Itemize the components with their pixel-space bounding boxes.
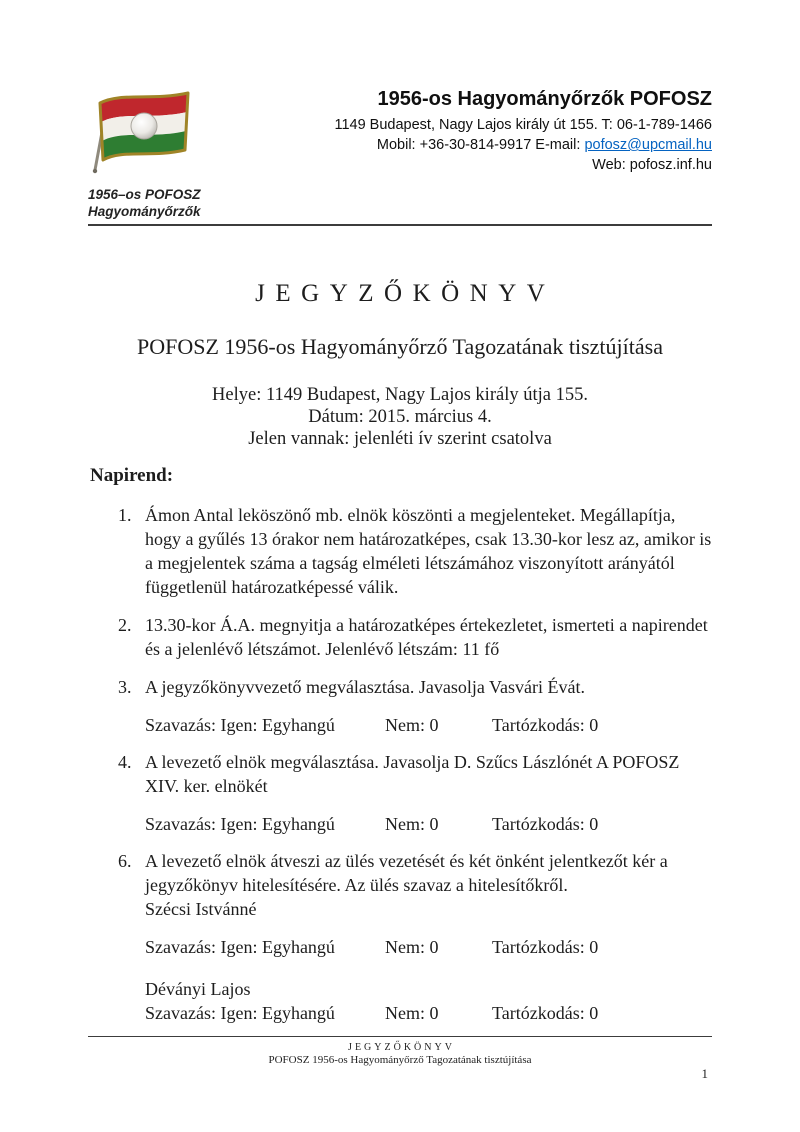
agenda-item-1: [88, 503, 712, 599]
vote-no: Nem: 0: [385, 1003, 439, 1023]
document-body: [0, 280, 800, 1025]
vote-yes: Szavazás: Igen: Egyhangú: [145, 715, 335, 735]
item-text: A jegyzőkönyvvezető megválasztása. Javasolja Vasvári Évát.: [145, 677, 586, 697]
agenda-item-4: [88, 750, 712, 798]
letterhead: [0, 0, 800, 220]
org-address-line: 1149 Budapest, Nagy Lajos király út 155. T: 06-1-789-1466: [334, 117, 712, 133]
vote-abstain: Tartózkodás: 0: [492, 1003, 599, 1023]
vote-no: Nem: 0: [385, 937, 439, 957]
org-name: 1956-os Hagyományőrzők POFOSZ: [377, 88, 712, 110]
meta-attendance: Jelen vannak: jelenléti ív szerint csatolva: [248, 429, 552, 449]
mobile-email-prefix: Mobil: +36-30-814-9917 E-mail:: [376, 137, 585, 153]
agenda-item-6: [88, 849, 712, 921]
item-text: 13.30-kor Á.A. megnyitja a határozatképes értekezletet, ismerteti a napirendet és a jelenlévő létszámot. Jelenlévő létszám: 11 fő: [145, 615, 708, 659]
footer-title: JEGYZŐKÖNYV: [348, 1042, 455, 1053]
item-number: 1.: [118, 505, 132, 525]
vote-line-item-3: [88, 713, 712, 737]
item-text: Ámon Antal leköszönő mb. elnök köszönti a megjelenteket. Megállapítja, hogy a gyűlés 13 órakor nem határozatképes, csak 13.30-kor lesz az, amikor is a megjelentek száma a tagság elméleti létszámához viszonyított arányától függetlenül határozatképessé válik.: [145, 505, 712, 597]
footer-divider: [88, 1036, 712, 1037]
item-number: 2.: [118, 615, 132, 635]
item-number: 4.: [118, 752, 132, 772]
vote-abstain: Tartózkodás: 0: [492, 937, 599, 957]
logo-caption-line1: 1956–os POFOSZ: [88, 187, 201, 202]
document-title: JEGYZŐKÖNYV: [255, 280, 556, 307]
vote-line-item-6a: [88, 935, 712, 959]
verifier-name-1: Szécsi Istvánné: [145, 899, 257, 919]
vote-abstain: Tartózkodás: 0: [492, 715, 599, 735]
vote-line-item-6b: [88, 1001, 712, 1025]
agenda-heading: Napirend:: [90, 465, 174, 486]
agenda-item-2: [88, 613, 712, 661]
hungarian-flag-pin-icon: [88, 86, 200, 178]
vote-line-item-4: [88, 812, 712, 836]
page-number: 1: [701, 1066, 708, 1081]
meta-date: Dátum: 2015. március 4.: [308, 407, 492, 427]
org-web-line: Web: pofosz.inf.hu: [592, 157, 712, 173]
item-number: 3.: [118, 677, 132, 697]
vote-no: Nem: 0: [385, 814, 439, 834]
meeting-meta: [0, 384, 800, 450]
item-text: A levezető elnök megválasztása. Javasolja D. Szűcs Lászlónét A POFOSZ XIV. ker. elnökét: [145, 752, 680, 796]
meta-location: Helye: 1149 Budapest, Nagy Lajos király útja 155.: [212, 385, 588, 405]
logo-caption: [88, 186, 248, 220]
header-divider: [88, 224, 712, 226]
vote-no: Nem: 0: [385, 715, 439, 735]
logo-caption-line2: Hagyományőrzők: [88, 204, 201, 219]
logo-block: [88, 86, 248, 220]
email-link[interactable]: pofosz@upcmail.hu: [584, 137, 712, 153]
document-subtitle: POFOSZ 1956-os Hagyományőrző Tagozatának tisztújítása: [137, 334, 663, 359]
vote-abstain: Tartózkodás: 0: [492, 814, 599, 834]
footer-subtitle: POFOSZ 1956-os Hagyományőrző Tagozatának tisztújítása: [268, 1054, 532, 1066]
verifier-name-2: Déványi Lajos: [145, 979, 251, 999]
page-footer: [88, 1036, 712, 1081]
vote-yes: Szavazás: Igen: Egyhangú: [145, 1003, 335, 1023]
agenda-item-3: [88, 675, 712, 699]
agenda-list: [88, 503, 712, 1025]
item-text-wrap: [145, 849, 712, 921]
vote-yes: Szavazás: Igen: Egyhangú: [145, 937, 335, 957]
item-text: A levezető elnök átveszi az ülés vezetését és két önként jelentkezőt kér a jegyzőkönyv hitelesítésére. Az ülés szavaz a hitelesítőkről.: [145, 851, 668, 895]
vote-yes: Szavazás: Igen: Egyhangú: [145, 814, 335, 834]
org-contact-block: [334, 86, 712, 175]
org-mobile-email-line: [334, 135, 712, 155]
item-number: 6.: [118, 851, 132, 871]
